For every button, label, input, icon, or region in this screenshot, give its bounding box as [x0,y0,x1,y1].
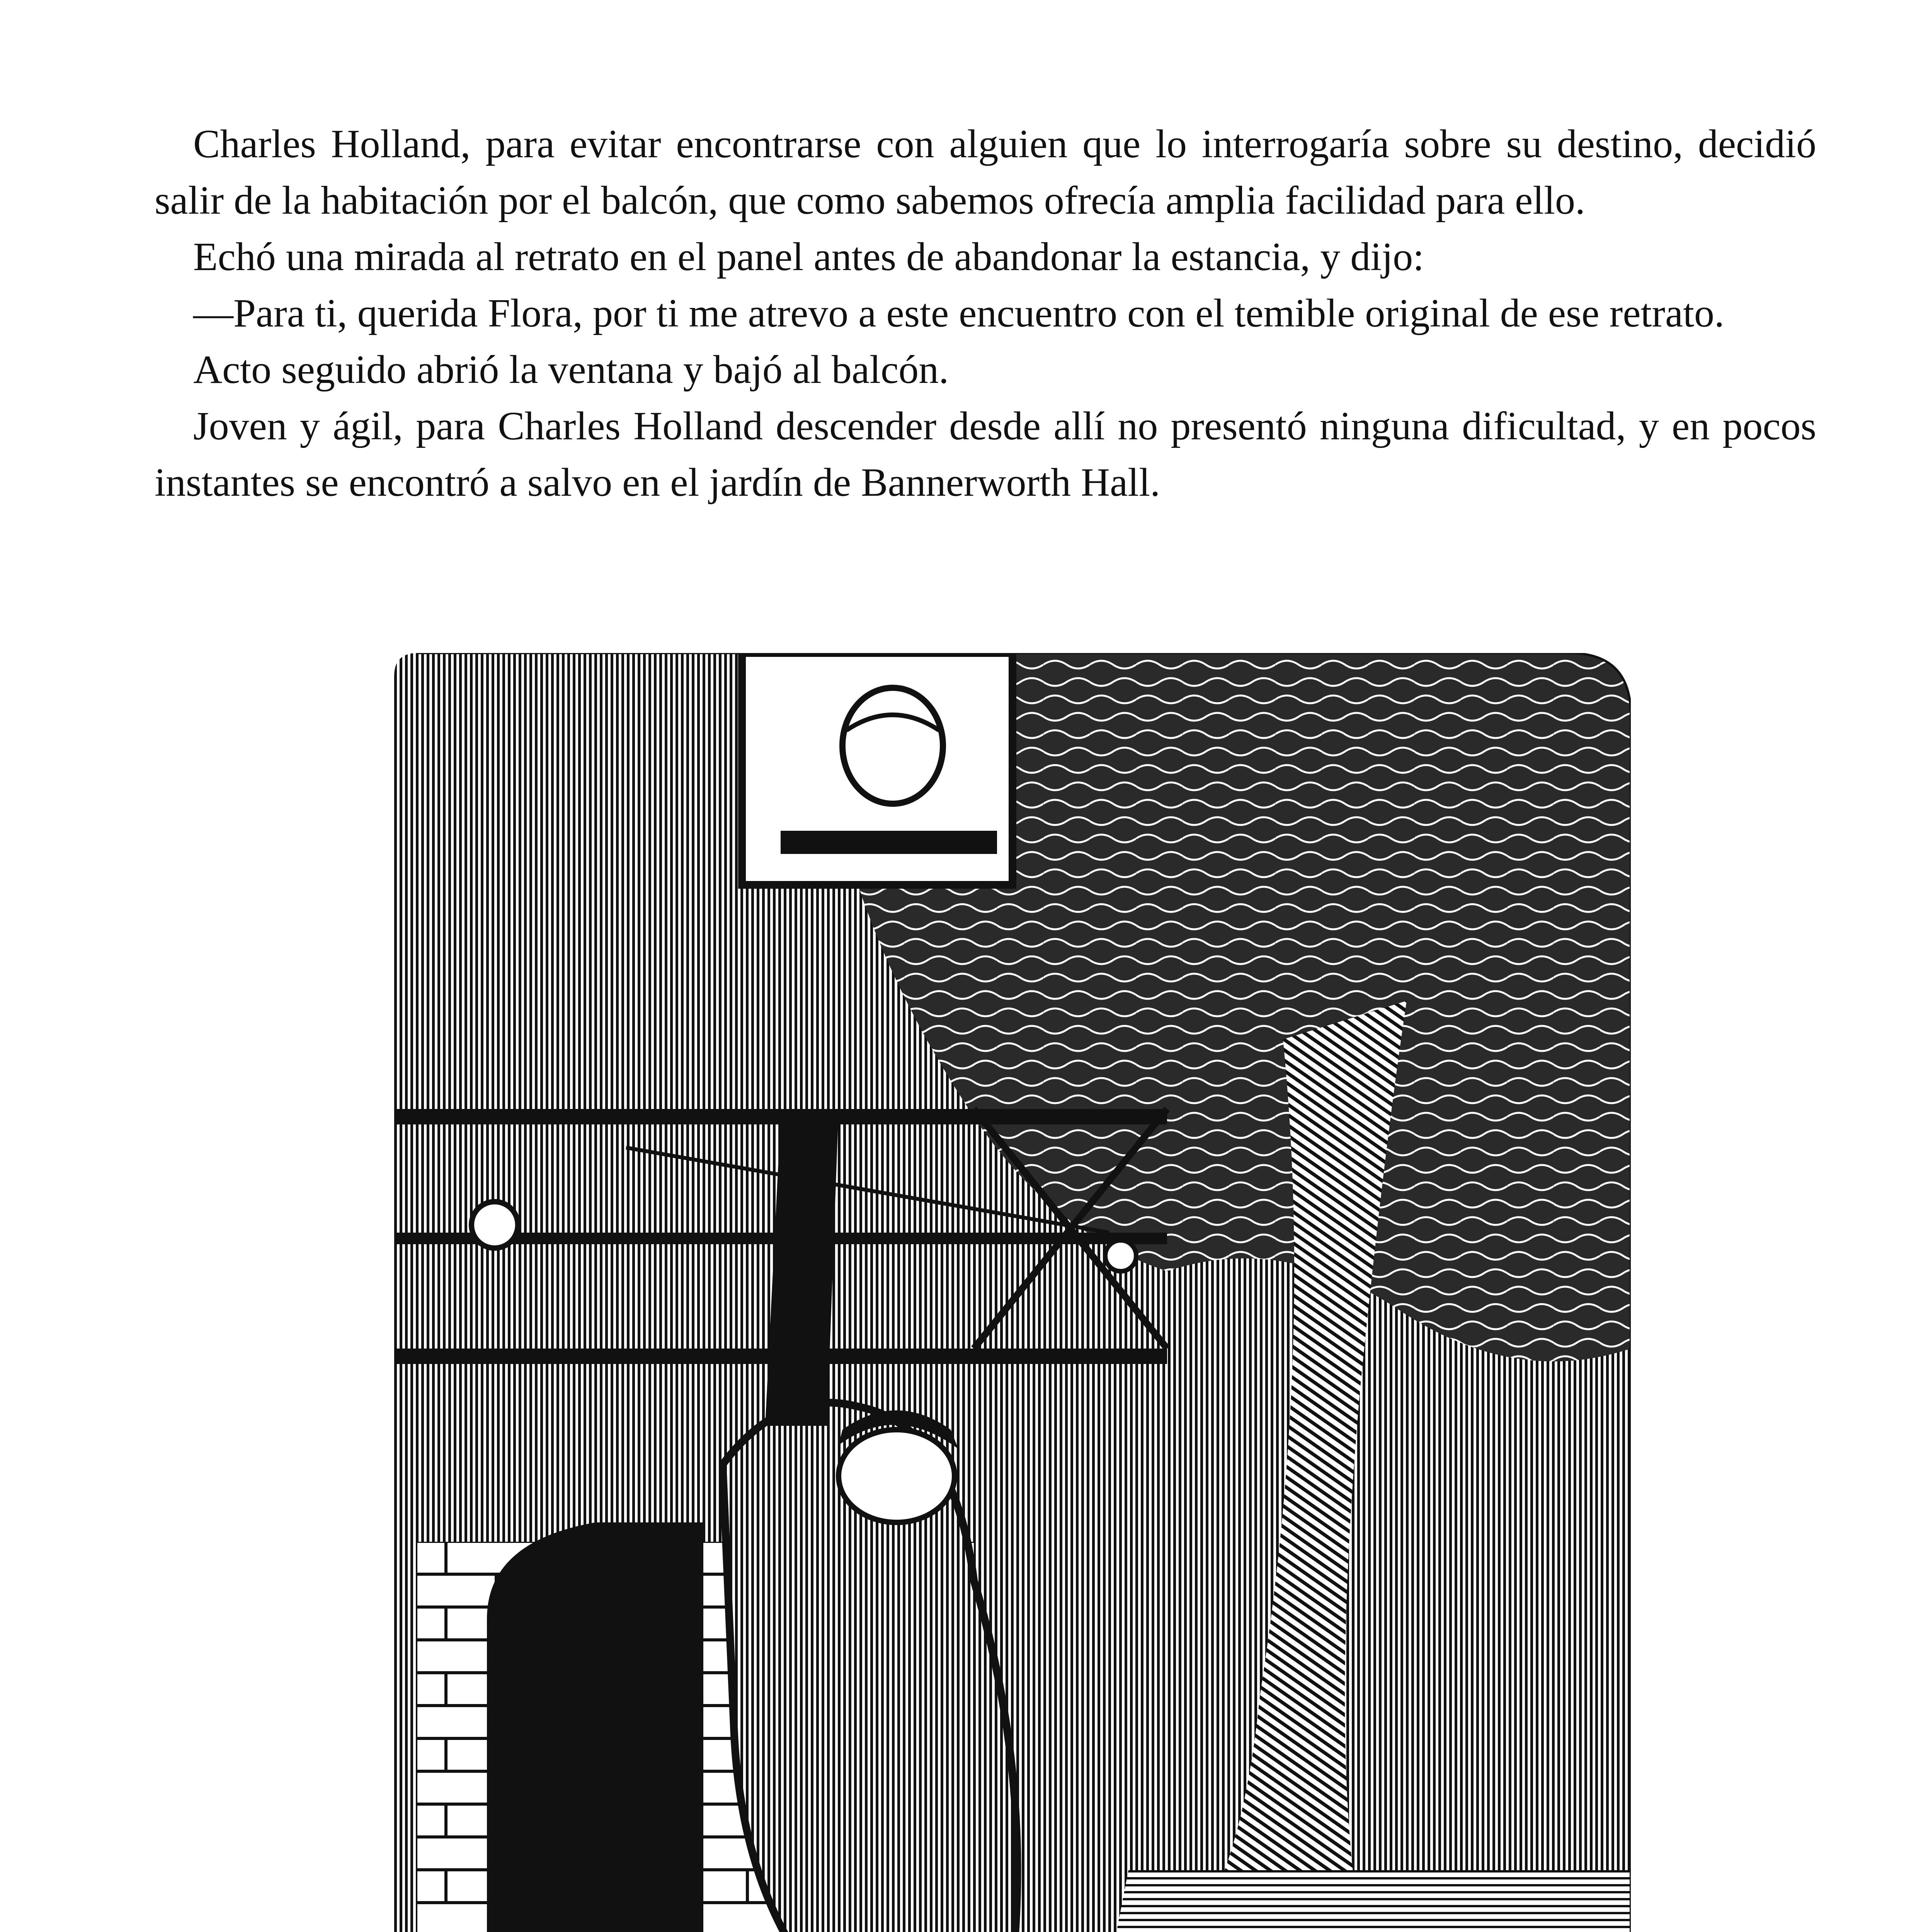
engraving-illustration [394,653,1631,1932]
engraving-svg [394,653,1631,1932]
paragraph: —Para ti, querida Flora, por ti me atrevo a este encuentro con el temible original de ese retrato. [193,291,1725,335]
top-text-block [155,116,1816,511]
paragraph: Charles Holland, para evitar encontrarse con alguien que lo interrogaría sobre su destino, decidió salir de la habitación por el balcón, que como sabemos ofrecía amplia facilidad para ello. [155,122,1816,223]
paragraph: Acto seguido abrió la ventana y bajó al balcón. [193,347,949,392]
paragraph: Joven y ágil, para Charles Holland descender desde allí no presentó ninguna dificultad, y en pocos instantes se encontró a salvo en el jardín de Bannerworth Hall. [155,404,1816,505]
paragraph: Echó una mirada al retrato en el panel antes de abandonar la estancia, y dijo: [193,235,1424,279]
